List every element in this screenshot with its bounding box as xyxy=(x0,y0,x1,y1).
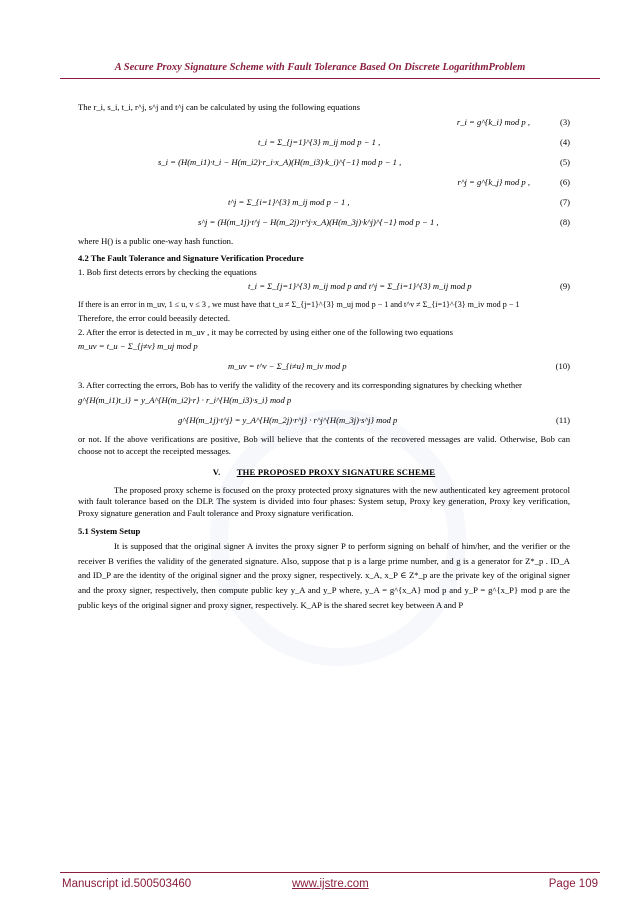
equation-10: m_uv = t^v − Σ_{i≠u} m_iv mod p (10) xyxy=(228,361,570,372)
running-header: A Secure Proxy Signature Scheme with Fault Tolerance Based On Discrete LogarithmProblem xyxy=(114,62,526,73)
equation-11: g^{H(m_1j)·t^j} = y_A^{H(m_2j)·r^j} · r^j^{H(m_3j)·s^j} mod p (11) xyxy=(178,415,570,426)
section-5-1-paragraph: It is supposed that the original signer A invites the proxy signer P to perform signing on behalf of him/her, and the verifier or the receiver B verifies the validity of the generated signature. Also, suppose that p is a large prime number, and g is a generator for Z*_p . ID_A and ID_P are the identity of the original signer and the proxy signer, respectively. x_A, x_P ∈ Z*_p are the private key of the original signer and the proxy signer, respectively, then compute public key y_A and y_P where, y_A = g^{x_A} mod p and y_P = g^{x_P} mod p are the public keys of the original signer and proxy signer, respectively. K_AP is the shared secret key between A and P xyxy=(78,541,570,610)
therefore-line: Therefore, the error could beeasily detected. xyxy=(78,313,230,324)
error-line: If there is an error in m_uv, 1 ≤ u, v ≤ 3 , we must have that t_u ≠ Σ_{j=1}^{3} m_uj mod p − 1 and t^v ≠ Σ_{i=1}^{3} m_iv mod p − 1 xyxy=(78,300,520,310)
equation-8: s^j = (H(m_1j)·t^j − H(m_2j)·r^j·x_A)(H(m_3j)·k^j)^{−1} mod p − 1 , (8) xyxy=(198,216,570,227)
equation-3: r_i = g^{k_i} mod p , (3) xyxy=(456,116,570,127)
journal-link[interactable]: www.ijstre.com xyxy=(292,878,369,890)
equation-6: r^j = g^{k_j} mod p , (6) xyxy=(457,176,570,187)
footer-rule xyxy=(60,872,600,873)
page-number: Page 109 xyxy=(548,878,598,890)
section-5-title: V. THE PROPOSED PROXY SIGNATURE SCHEME xyxy=(212,467,436,478)
equation-11a: g^{H(m_i1)t_i} = y_A^{H(m_i2)·r} · r_i^{H(m_i3)·s_i} mod p xyxy=(78,395,292,406)
section-5-1-heading: 5.1 System Setup xyxy=(78,525,141,536)
section-5-paragraph: The proposed proxy scheme is focused on the proxy protected proxy signatures with the new authenticated key agreement protocol with fault tolerance based on the DLP. The system is divided into four phases: System setup, Proxy key generation, Proxy key verification, Proxy signature generation and Fault tolerance and Proxy signature verification. xyxy=(78,484,570,519)
step-1: 1. Bob first detects errors by checking the equations xyxy=(78,266,257,277)
step-3: 3. After correcting the errors, Bob has to verify the validity of the recovery and its corresponding signatures by checking whether xyxy=(78,380,522,391)
step-2: 2. After the error is detected in m_uv , it may be corrected by using either one of the following two equations xyxy=(78,326,453,337)
equation-10a: m_uv = t_u − Σ_{j≠v} m_uj mod p xyxy=(78,341,198,352)
section-4-2-heading: 4.2 The Fault Tolerance and Signature Verification Procedure xyxy=(78,253,304,264)
manuscript-id: Manuscript id.500503460 xyxy=(62,878,192,890)
intro-text: The r_i, s_i, t_i, r^j, s^j and t^j can be calculated by using the following equations xyxy=(78,102,361,112)
equation-7: t^j = Σ_{i=1}^{3} m_ij mod p − 1 , (7) xyxy=(228,196,570,207)
hash-note: where H() is a public one-way hash function. xyxy=(78,235,234,246)
equation-4: t_i = Σ_{j=1}^{3} m_ij mod p − 1 , (4) xyxy=(258,136,570,147)
page-body xyxy=(78,100,570,612)
equation-5: s_i = (H(m_i1)·t_i − H(m_i2)·r_i·x_A)(H(m_i3)·k_i)^{−1} mod p − 1 , (5) xyxy=(158,156,570,167)
conclusion: or not. If the above verifications are positive, Bob will believe that the contents of the recovered messages are valid. Otherwise, Bob can choose not to accept the receipted messages. xyxy=(78,434,570,456)
header-rule xyxy=(60,78,600,79)
equation-9: t_i = Σ_{j=1}^{3} m_ij mod p and t^j = Σ_{i=1}^{3} m_ij mod p (9) xyxy=(248,281,570,292)
